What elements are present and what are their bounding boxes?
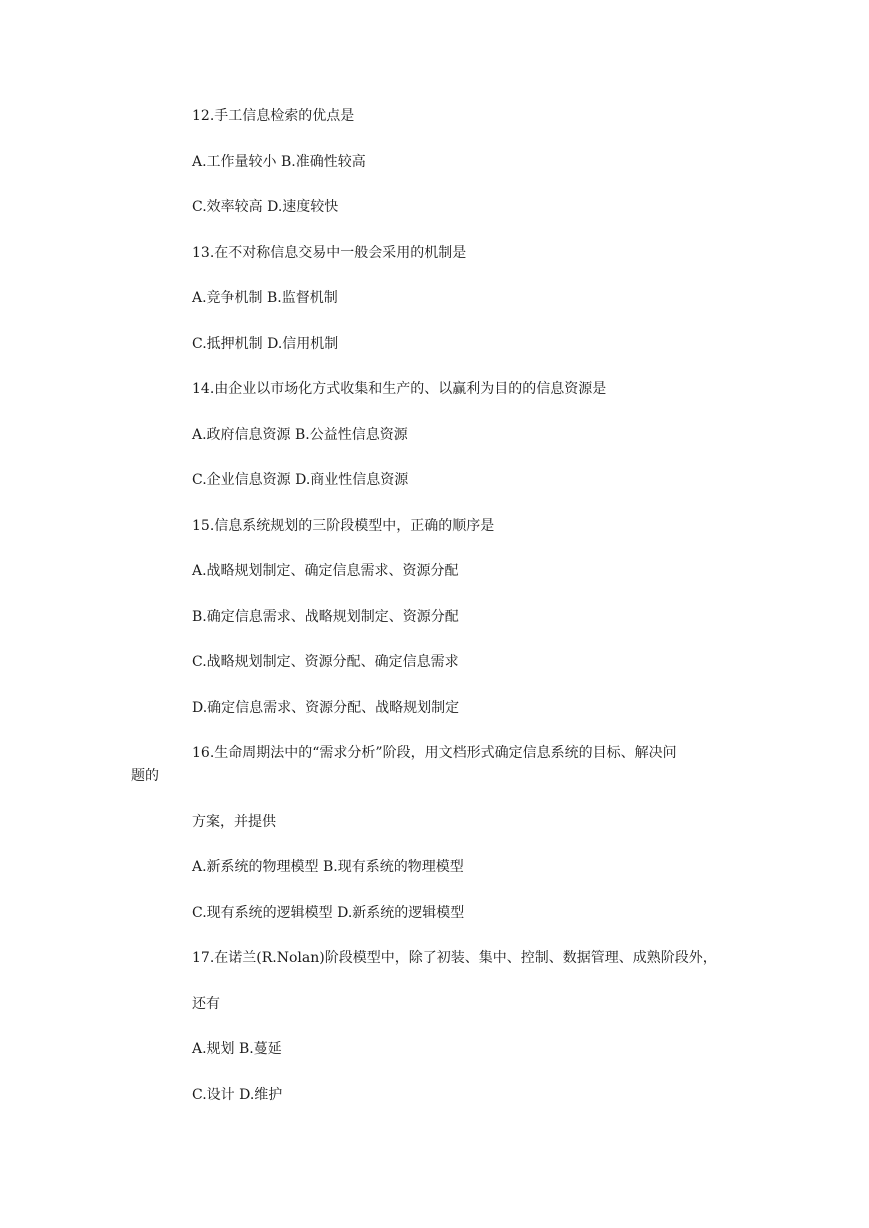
question-17: 17.在诺兰(R.Nolan)阶段模型中，除了初装、集中、控制、数据管理、成熟阶段外， <box>192 950 717 966</box>
question-15-option-c: C.战略规划制定、资源分配、确定信息需求 <box>192 654 459 670</box>
question-12: 12.手工信息检索的优点是 <box>192 108 355 124</box>
question-15: 15.信息系统规划的三阶段模型中，正确的顺序是 <box>192 518 495 534</box>
question-14-options-ab: A.政府信息资源 B.公益性信息资源 <box>192 427 408 443</box>
question-17-continuation: 还有 <box>192 996 220 1012</box>
question-15-option-a: A.战略规划制定、确定信息需求、资源分配 <box>192 563 459 579</box>
question-15-option-d: D.确定信息需求、资源分配、战略规划制定 <box>192 700 460 716</box>
question-13-options-cd: C.抵押机制 D.信用机制 <box>192 336 339 352</box>
question-14-options-cd: C.企业信息资源 D.商业性信息资源 <box>192 472 409 488</box>
question-15-option-b: B.确定信息需求、战略规划制定、资源分配 <box>192 609 459 625</box>
question-16: 16.生命周期法中的“需求分析”阶段，用文档形式确定信息系统的目标、解决问 <box>192 745 677 761</box>
question-12-options-cd: C.效率较高 D.速度较快 <box>192 199 339 215</box>
question-13: 13.在不对称信息交易中一般会采用的机制是 <box>192 245 467 261</box>
question-17-options-cd: C.设计 D.维护 <box>192 1087 283 1103</box>
question-17-options-ab: A.规划 B.蔓延 <box>192 1041 282 1057</box>
question-16-options-cd: C.现有系统的逻辑模型 D.新系统的逻辑模型 <box>192 905 465 921</box>
question-14: 14.由企业以市场化方式收集和生产的、以赢利为目的的信息资源是 <box>192 381 607 397</box>
question-16-continuation: 方案，并提供 <box>192 814 276 830</box>
question-12-options-ab: A.工作量较小 B.准确性较高 <box>192 154 366 170</box>
question-16-wrap: 题的 <box>131 768 159 784</box>
question-13-options-ab: A.竞争机制 B.监督机制 <box>192 290 338 306</box>
question-16-options-ab: A.新系统的物理模型 B.现有系统的物理模型 <box>192 859 464 875</box>
